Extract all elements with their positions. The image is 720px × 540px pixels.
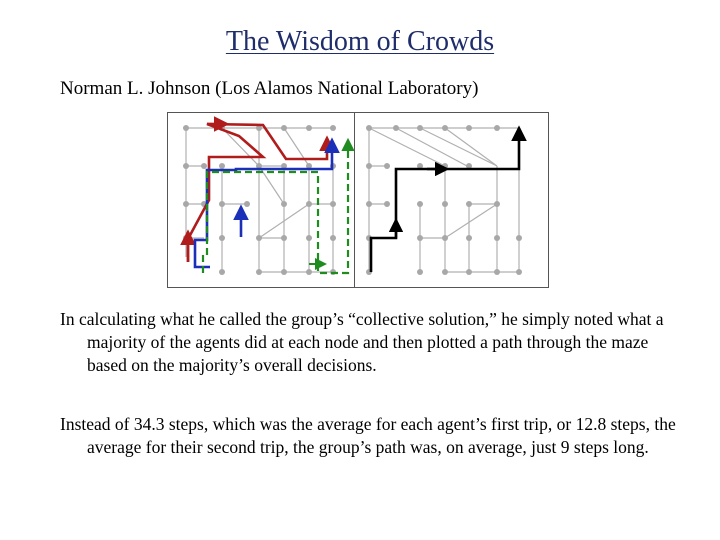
slide-title: The Wisdom of Crowds <box>225 26 495 57</box>
paragraph-step-counts: Instead of 34.3 steps, which was the average for each agent’s first trip, or 12.8 steps, the average for their second trip, the group’s path was, on average, just 9 steps long. <box>60 414 676 457</box>
author-line: Norman L. Johnson (Los Alamos National Laboratory) <box>60 78 479 99</box>
maze-figure <box>167 112 549 288</box>
paragraph-collective-solution: In calculating what he called the group’s “collective solution,” he simply noted what a majority of the agents did at each node and then plotted a path through the maze based on the majority’s overall decisions. <box>60 309 664 375</box>
